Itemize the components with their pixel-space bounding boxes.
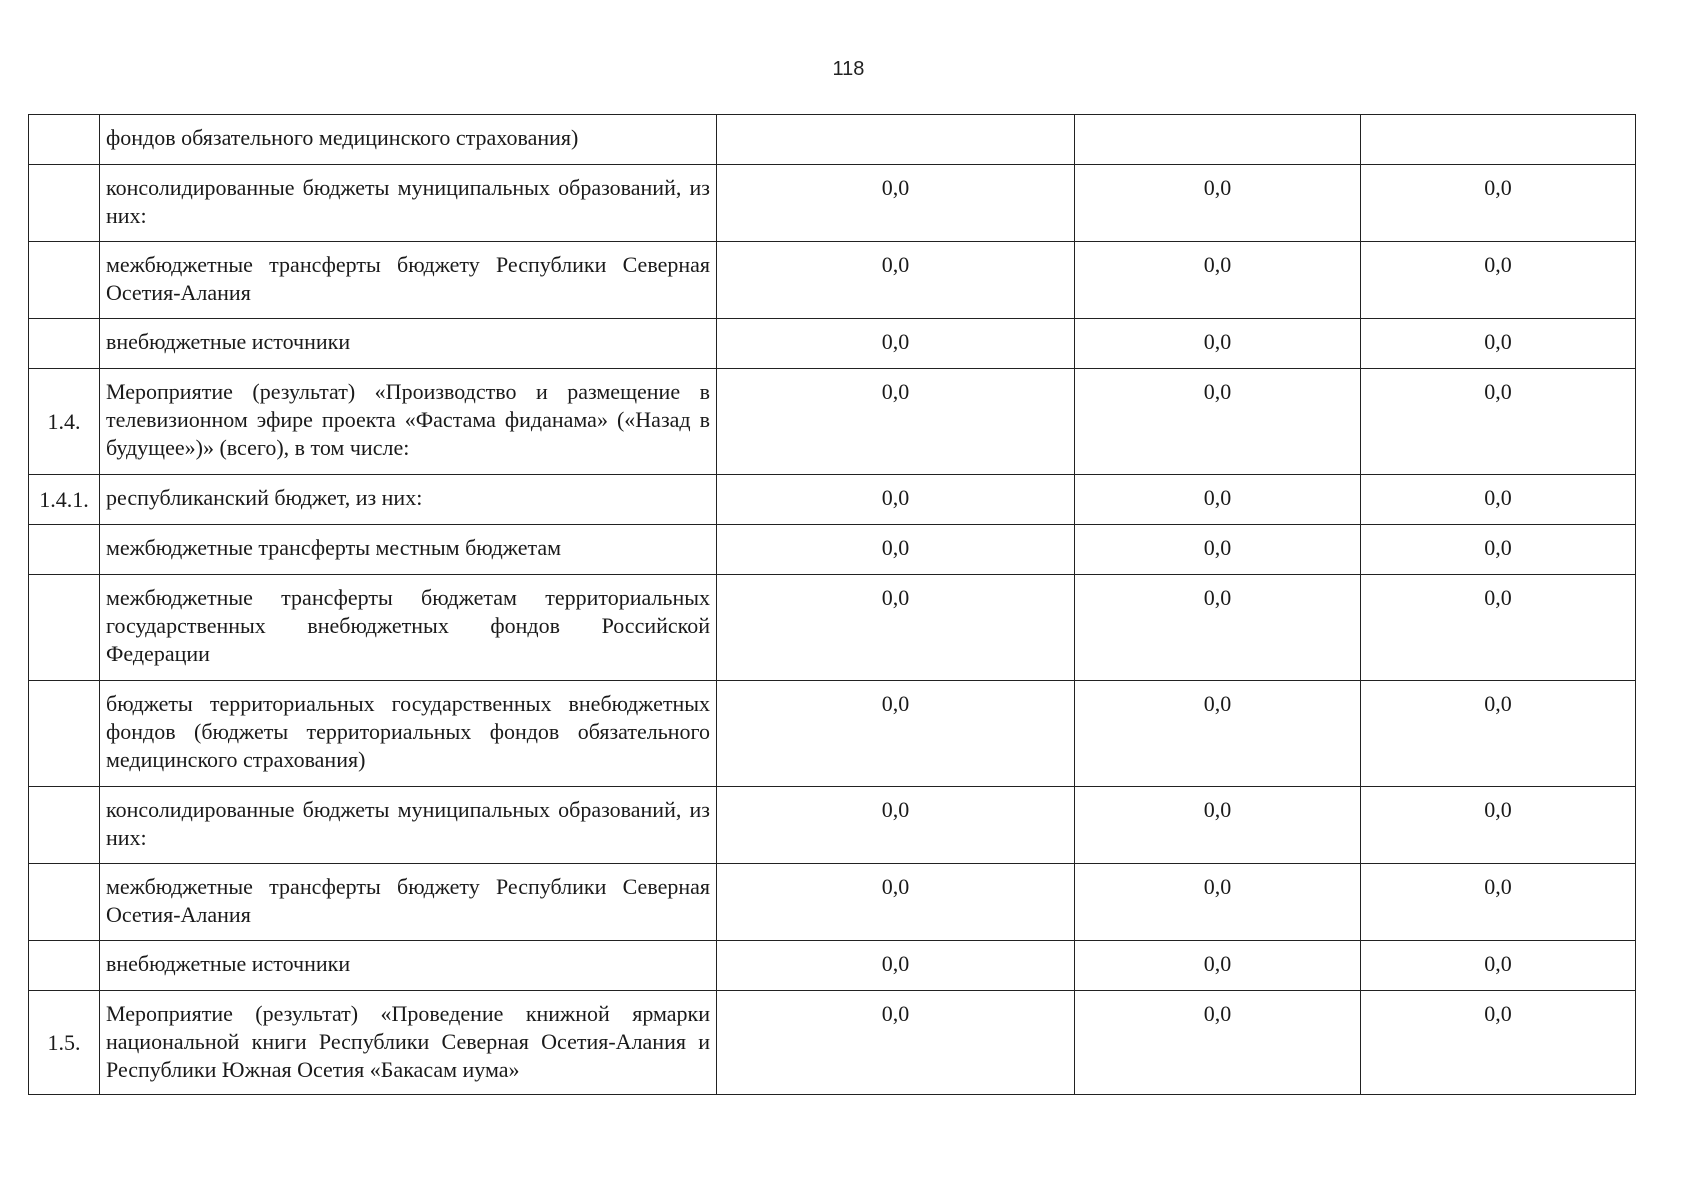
- value-cell-1: 0,0: [717, 991, 1075, 1095]
- row-number-cell: [29, 575, 100, 681]
- table-row: [29, 319, 1636, 369]
- value-cell-3: 0,0: [1361, 165, 1636, 242]
- row-description-cell: республиканский бюджет, из них:: [100, 475, 717, 525]
- row-number-cell: [29, 864, 100, 941]
- value-cell-1: 0,0: [717, 369, 1075, 475]
- value-cell-2: 0,0: [1075, 787, 1361, 864]
- row-number-cell: [29, 115, 100, 165]
- value-cell-1: 0,0: [717, 242, 1075, 319]
- row-description-cell: Мероприятие (результат) «Проведение книжной ярмарки национальной книги Республики Северная Осетия-Алания и Республики Южная Осетия «Бакасам иума»: [100, 991, 717, 1095]
- row-number-cell: 1.4.: [29, 369, 100, 475]
- value-cell-2: 0,0: [1075, 681, 1361, 787]
- value-cell-1: 0,0: [717, 864, 1075, 941]
- value-cell-1: 0,0: [717, 787, 1075, 864]
- table-row: [29, 475, 1636, 525]
- value-cell-2: 0,0: [1075, 165, 1361, 242]
- row-description-cell: консолидированные бюджеты муниципальных образований, из них:: [100, 787, 717, 864]
- page-number: 118: [832, 58, 865, 80]
- table-row: [29, 165, 1636, 242]
- table-row: [29, 941, 1636, 991]
- value-cell-3: [1361, 115, 1636, 165]
- row-description-cell: межбюджетные трансферты местным бюджетам: [100, 525, 717, 575]
- value-cell-3: 0,0: [1361, 991, 1636, 1095]
- value-cell-1: 0,0: [717, 525, 1075, 575]
- value-cell-3: 0,0: [1361, 787, 1636, 864]
- budget-table: [28, 114, 1636, 1095]
- value-cell-1: [717, 115, 1075, 165]
- table-row: [29, 525, 1636, 575]
- table-row: [29, 242, 1636, 319]
- row-description-cell: фондов обязательного медицинского страхования): [100, 115, 717, 165]
- row-number-cell: [29, 525, 100, 575]
- value-cell-2: 0,0: [1075, 941, 1361, 991]
- value-cell-2: [1075, 115, 1361, 165]
- row-number-cell: [29, 681, 100, 787]
- row-number-cell: [29, 319, 100, 369]
- row-number-cell: 1.5.: [29, 991, 100, 1095]
- value-cell-3: 0,0: [1361, 242, 1636, 319]
- row-description-cell: межбюджетные трансферты бюджету Республики Северная Осетия-Алания: [100, 242, 717, 319]
- table-row: [29, 369, 1636, 475]
- row-description-cell: внебюджетные источники: [100, 941, 717, 991]
- row-number-cell: 1.4.1.: [29, 475, 100, 525]
- value-cell-3: 0,0: [1361, 941, 1636, 991]
- row-number-cell: [29, 165, 100, 242]
- value-cell-2: 0,0: [1075, 475, 1361, 525]
- value-cell-3: 0,0: [1361, 681, 1636, 787]
- table-row: [29, 864, 1636, 941]
- value-cell-1: 0,0: [717, 319, 1075, 369]
- row-number-cell: [29, 787, 100, 864]
- value-cell-3: 0,0: [1361, 575, 1636, 681]
- row-description-cell: консолидированные бюджеты муниципальных образований, из них:: [100, 165, 717, 242]
- value-cell-2: 0,0: [1075, 525, 1361, 575]
- table-row: [29, 115, 1636, 165]
- value-cell-3: 0,0: [1361, 319, 1636, 369]
- value-cell-1: 0,0: [717, 575, 1075, 681]
- table-row: [29, 681, 1636, 787]
- table-row: [29, 575, 1636, 681]
- value-cell-2: 0,0: [1075, 369, 1361, 475]
- value-cell-2: 0,0: [1075, 991, 1361, 1095]
- row-number-cell: [29, 242, 100, 319]
- value-cell-2: 0,0: [1075, 319, 1361, 369]
- row-description-cell: внебюджетные источники: [100, 319, 717, 369]
- value-cell-3: 0,0: [1361, 864, 1636, 941]
- row-description-cell: Мероприятие (результат) «Производство и размещение в телевизионном эфире проекта «Фастама фиданама» («Назад в будущее»)» (всего), в том числе:: [100, 369, 717, 475]
- value-cell-3: 0,0: [1361, 475, 1636, 525]
- value-cell-2: 0,0: [1075, 864, 1361, 941]
- value-cell-1: 0,0: [717, 475, 1075, 525]
- table-row: [29, 991, 1636, 1095]
- value-cell-2: 0,0: [1075, 242, 1361, 319]
- row-description-cell: бюджеты территориальных государственных внебюджетных фондов (бюджеты территориальных фондов обязательного медицинского страхования): [100, 681, 717, 787]
- value-cell-1: 0,0: [717, 941, 1075, 991]
- value-cell-3: 0,0: [1361, 525, 1636, 575]
- value-cell-1: 0,0: [717, 681, 1075, 787]
- row-description-cell: межбюджетные трансферты бюджету Республики Северная Осетия-Алания: [100, 864, 717, 941]
- value-cell-1: 0,0: [717, 165, 1075, 242]
- value-cell-2: 0,0: [1075, 575, 1361, 681]
- row-number-cell: [29, 941, 100, 991]
- value-cell-3: 0,0: [1361, 369, 1636, 475]
- table-row: [29, 787, 1636, 864]
- row-description-cell: межбюджетные трансферты бюджетам территориальных государственных внебюджетных фондов Российской Федерации: [100, 575, 717, 681]
